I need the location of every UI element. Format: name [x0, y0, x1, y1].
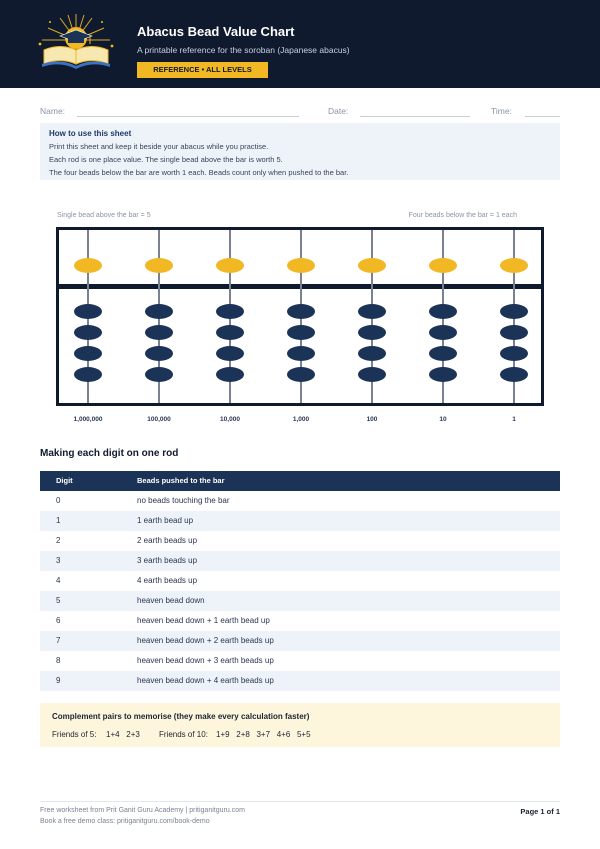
table-row — [40, 551, 560, 571]
footer-credit: Free worksheet from Prit Ganit Guru Academy | pritiganitguru.com — [40, 807, 245, 814]
earth-bead — [429, 367, 457, 382]
earth-bead — [145, 304, 173, 319]
how-to-title: How to use this sheet — [49, 129, 132, 138]
how-to-line: The four beads below the bar are worth 1 each. Beads count only when pushed to the bar. — [49, 168, 349, 177]
name-label: Name: — [40, 106, 66, 116]
earth-bead — [145, 325, 173, 340]
earth-bead — [216, 346, 244, 361]
digit-cell: 3 — [56, 556, 61, 565]
earth-bead — [74, 325, 102, 340]
beads-cell: heaven bead down + 2 earth beads up — [137, 636, 274, 645]
earth-bead — [145, 367, 173, 382]
place-value-label: 100 — [366, 416, 378, 423]
beads-cell: heaven bead down + 1 earth bead up — [137, 616, 270, 625]
beads-cell: no beads touching the bar — [137, 496, 230, 505]
earth-bead — [74, 304, 102, 319]
beads-cell: heaven bead down — [137, 596, 205, 605]
earth-bead — [216, 304, 244, 319]
column-header-digit: Digit — [56, 476, 73, 485]
table-row — [40, 631, 560, 651]
earth-bead — [287, 346, 315, 361]
open-book-graduation-cap-logo — [30, 10, 122, 72]
earth-bead — [358, 325, 386, 340]
digits-table — [40, 471, 560, 691]
beads-cell: 2 earth beads up — [137, 536, 198, 545]
earth-bead — [429, 304, 457, 319]
digit-cell: 0 — [56, 496, 61, 505]
complements-box — [40, 703, 560, 747]
how-to-box — [40, 123, 560, 180]
earth-bead — [216, 367, 244, 382]
date-field[interactable] — [360, 116, 470, 117]
beads-cell: 1 earth bead up — [137, 516, 194, 525]
digit-cell: 2 — [56, 536, 61, 545]
page-number: Page 1 of 1 — [520, 807, 560, 816]
earth-bead — [287, 304, 315, 319]
friends-of-10-label: Friends of 10: — [159, 730, 208, 739]
table-header — [40, 471, 560, 491]
beads-cell: heaven bead down + 4 earth beads up — [137, 676, 274, 685]
complements-title: Complement pairs to memorise (they make every calculation faster) — [52, 712, 310, 721]
caption-heaven: Single bead above the bar = 5 — [57, 212, 151, 219]
earth-bead — [287, 367, 315, 382]
table-row — [40, 511, 560, 531]
digits-section-title: Making each digit on one rod — [40, 448, 179, 459]
beads-cell: heaven bead down + 3 earth beads up — [137, 656, 274, 665]
column-header-beads: Beads pushed to the bar — [137, 476, 225, 485]
place-value-label: 10 — [439, 416, 447, 423]
footer-divider — [40, 801, 560, 802]
footer-demo-link[interactable]: Book a free demo class: pritiganitguru.com/book-demo — [40, 818, 210, 825]
table-row — [40, 571, 560, 591]
table-row — [40, 491, 560, 511]
earth-bead — [500, 325, 528, 340]
earth-bead — [358, 304, 386, 319]
place-value-label: 1,000,000 — [73, 416, 103, 423]
earth-bead — [216, 325, 244, 340]
place-value-label: 100,000 — [147, 416, 171, 423]
digit-cell: 4 — [56, 576, 61, 585]
page-title: Abacus Bead Value Chart — [137, 24, 295, 39]
earth-bead — [145, 346, 173, 361]
earth-bead — [500, 304, 528, 319]
table-row — [40, 611, 560, 631]
earth-bead — [429, 325, 457, 340]
table-row — [40, 531, 560, 551]
heaven-bead — [145, 258, 173, 273]
earth-bead — [358, 346, 386, 361]
digit-cell: 9 — [56, 676, 61, 685]
caption-earth: Four beads below the bar = 1 each — [408, 212, 517, 219]
friends-of-5-label: Friends of 5: — [52, 730, 97, 739]
how-to-line: Each rod is one place value. The single bead above the bar is worth 5. — [49, 155, 283, 164]
how-to-line: Print this sheet and keep it beside your abacus while you practise. — [49, 142, 269, 151]
earth-bead — [500, 346, 528, 361]
digit-cell: 5 — [56, 596, 61, 605]
earth-bead — [74, 346, 102, 361]
heaven-bead — [429, 258, 457, 273]
heaven-bead — [74, 258, 102, 273]
digit-cell: 1 — [56, 516, 61, 525]
friends-of-10-pairs: 1+9 2+8 3+7 4+6 5+5 — [216, 730, 311, 739]
table-row — [40, 591, 560, 611]
place-value-label: 10,000 — [220, 416, 240, 423]
digit-cell: 7 — [56, 636, 61, 645]
page-subtitle: A printable reference for the soroban (Japanese abacus) — [137, 45, 350, 55]
name-field[interactable] — [77, 116, 299, 117]
level-badge: REFERENCE • ALL LEVELS — [137, 62, 268, 78]
digit-cell: 8 — [56, 656, 61, 665]
earth-bead — [500, 367, 528, 382]
beads-cell: 4 earth beads up — [137, 576, 198, 585]
friends-of-5-pairs: 1+4 2+3 — [106, 730, 140, 739]
heaven-bead — [500, 258, 528, 273]
time-label: Time: — [491, 106, 512, 116]
date-label: Date: — [328, 106, 349, 116]
earth-bead — [358, 367, 386, 382]
heaven-bead — [287, 258, 315, 273]
table-row — [40, 671, 560, 691]
page-header — [0, 0, 600, 88]
beads-cell: 3 earth beads up — [137, 556, 198, 565]
earth-bead — [429, 346, 457, 361]
heaven-bead — [358, 258, 386, 273]
abacus-diagram — [56, 227, 544, 406]
place-value-label: 1 — [512, 416, 516, 423]
time-field[interactable] — [525, 116, 560, 117]
digit-cell: 6 — [56, 616, 61, 625]
earth-bead — [287, 325, 315, 340]
table-row — [40, 651, 560, 671]
place-value-label: 1,000 — [292, 416, 310, 423]
heaven-bead — [216, 258, 244, 273]
earth-bead — [74, 367, 102, 382]
